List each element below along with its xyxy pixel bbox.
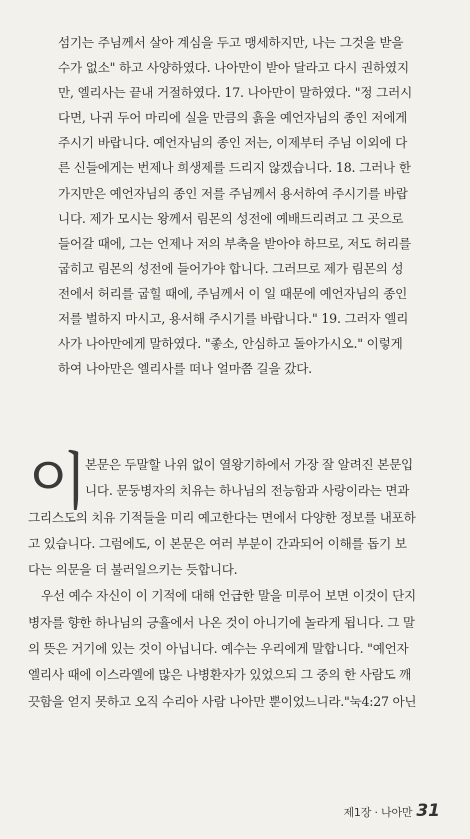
commentary-body	[28, 445, 448, 715]
scripture-line: 다면, 나귀 두어 마리에 실을 만큼의 흙을 예언자님의 종인 저에게	[58, 110, 408, 126]
commentary-line: 우선 예수 자신이 이 기적에 대해 언급한 말을 미루어 보면 이것이 단지	[41, 588, 416, 604]
scripture-line: 가지만은 예언자님의 종인 저를 주님께서 용서하여 주시기를 바랍	[58, 185, 408, 201]
commentary-line: 끗함을 얻지 못하고 오직 수리아 사람 나아만 뿐이었느니라."눅4:27 아닌	[28, 693, 417, 709]
commentary-line: 다는 의문을 더 불러일으키는 듯합니다.	[28, 562, 238, 578]
scripture-line: 니다. 제가 모시는 왕께서 림몬의 성전에 예배드리려고 그 곳으로	[58, 210, 404, 226]
scripture-line: 전에서 허리를 굽힐 때에, 주님께서 이 일 때문에 예언자님의 종인	[58, 285, 408, 301]
scripture-line: 주시기 바랍니다. 예언자님의 종인 저는, 이제부터 주님 이외에 다	[58, 135, 408, 151]
scripture-line: 들어갈 때에, 그는 언제나 저의 부축을 받아야 하므로, 저도 허리를	[58, 235, 411, 251]
commentary-line: 본문은 두말할 나위 없이 열왕기하에서 가장 잘 알려진 본문입	[85, 457, 413, 472]
scripture-line: 굽히고 림몬의 성전에 들어가야 합니다. 그러므로 제가 림몬의 성	[58, 260, 404, 276]
commentary-line: 고 있습니다. 그럼에도, 이 본문은 여러 부분이 간과되어 이해를 돕기 보	[28, 535, 407, 551]
scripture-line: 수가 없소" 하고 사양하였다. 나아만이 받아 달라고 다시 권하였지	[58, 60, 409, 76]
scripture-line: 사가 나아만에게 말하였다. "좋소, 안심하고 돌아가시오." 이렇게	[58, 336, 403, 352]
drop-cap-letter: 이	[28, 445, 88, 518]
commentary-line: 의 뜻은 거기에 있는 것이 아닙니다. 예수는 우리에게 말합니다. "예언자	[28, 641, 409, 657]
commentary-line: 그리스도의 치유 기적들을 미리 예고한다는 면에서 다양한 정보를 내포하	[28, 509, 416, 525]
running-head: 제1장 · 나아만	[343, 806, 413, 819]
scripture-line: 른 신들에게는 번제나 희생제를 드리지 않겠습니다. 18. 그러나 한	[58, 160, 411, 176]
scripture-line: 저를 벌하지 마시고, 용서해 주시기를 바랍니다." 19. 그러자 엘리	[58, 311, 409, 327]
commentary-line: 병자를 향한 하나님의 긍휼에서 나온 것이 아니기에 놀라게 됩니다. 그 말	[28, 614, 415, 630]
page-footer	[344, 801, 441, 821]
commentary-line: 니다. 문둥병자의 치유는 하나님의 전능함과 사랑이라는 면과	[85, 483, 410, 499]
scripture-line: 섬기는 주님께서 살아 계심을 두고 맹세하지만, 나는 그것을 받을	[58, 35, 404, 50]
scripture-line: 하여 나아만은 엘리사를 떠나 얼마쯤 길을 갔다.	[58, 361, 312, 377]
page-number: 31	[416, 801, 440, 821]
commentary-line: 엘리사 때에 이스라엘에 많은 나병환자가 있었으되 그 중의 한 사람도 깨	[28, 667, 412, 683]
scripture-quote-block	[58, 30, 430, 381]
scripture-line: 만, 엘리사는 끝내 거절하였다. 17. 나아만이 말하였다. "정 그러시	[58, 85, 413, 101]
